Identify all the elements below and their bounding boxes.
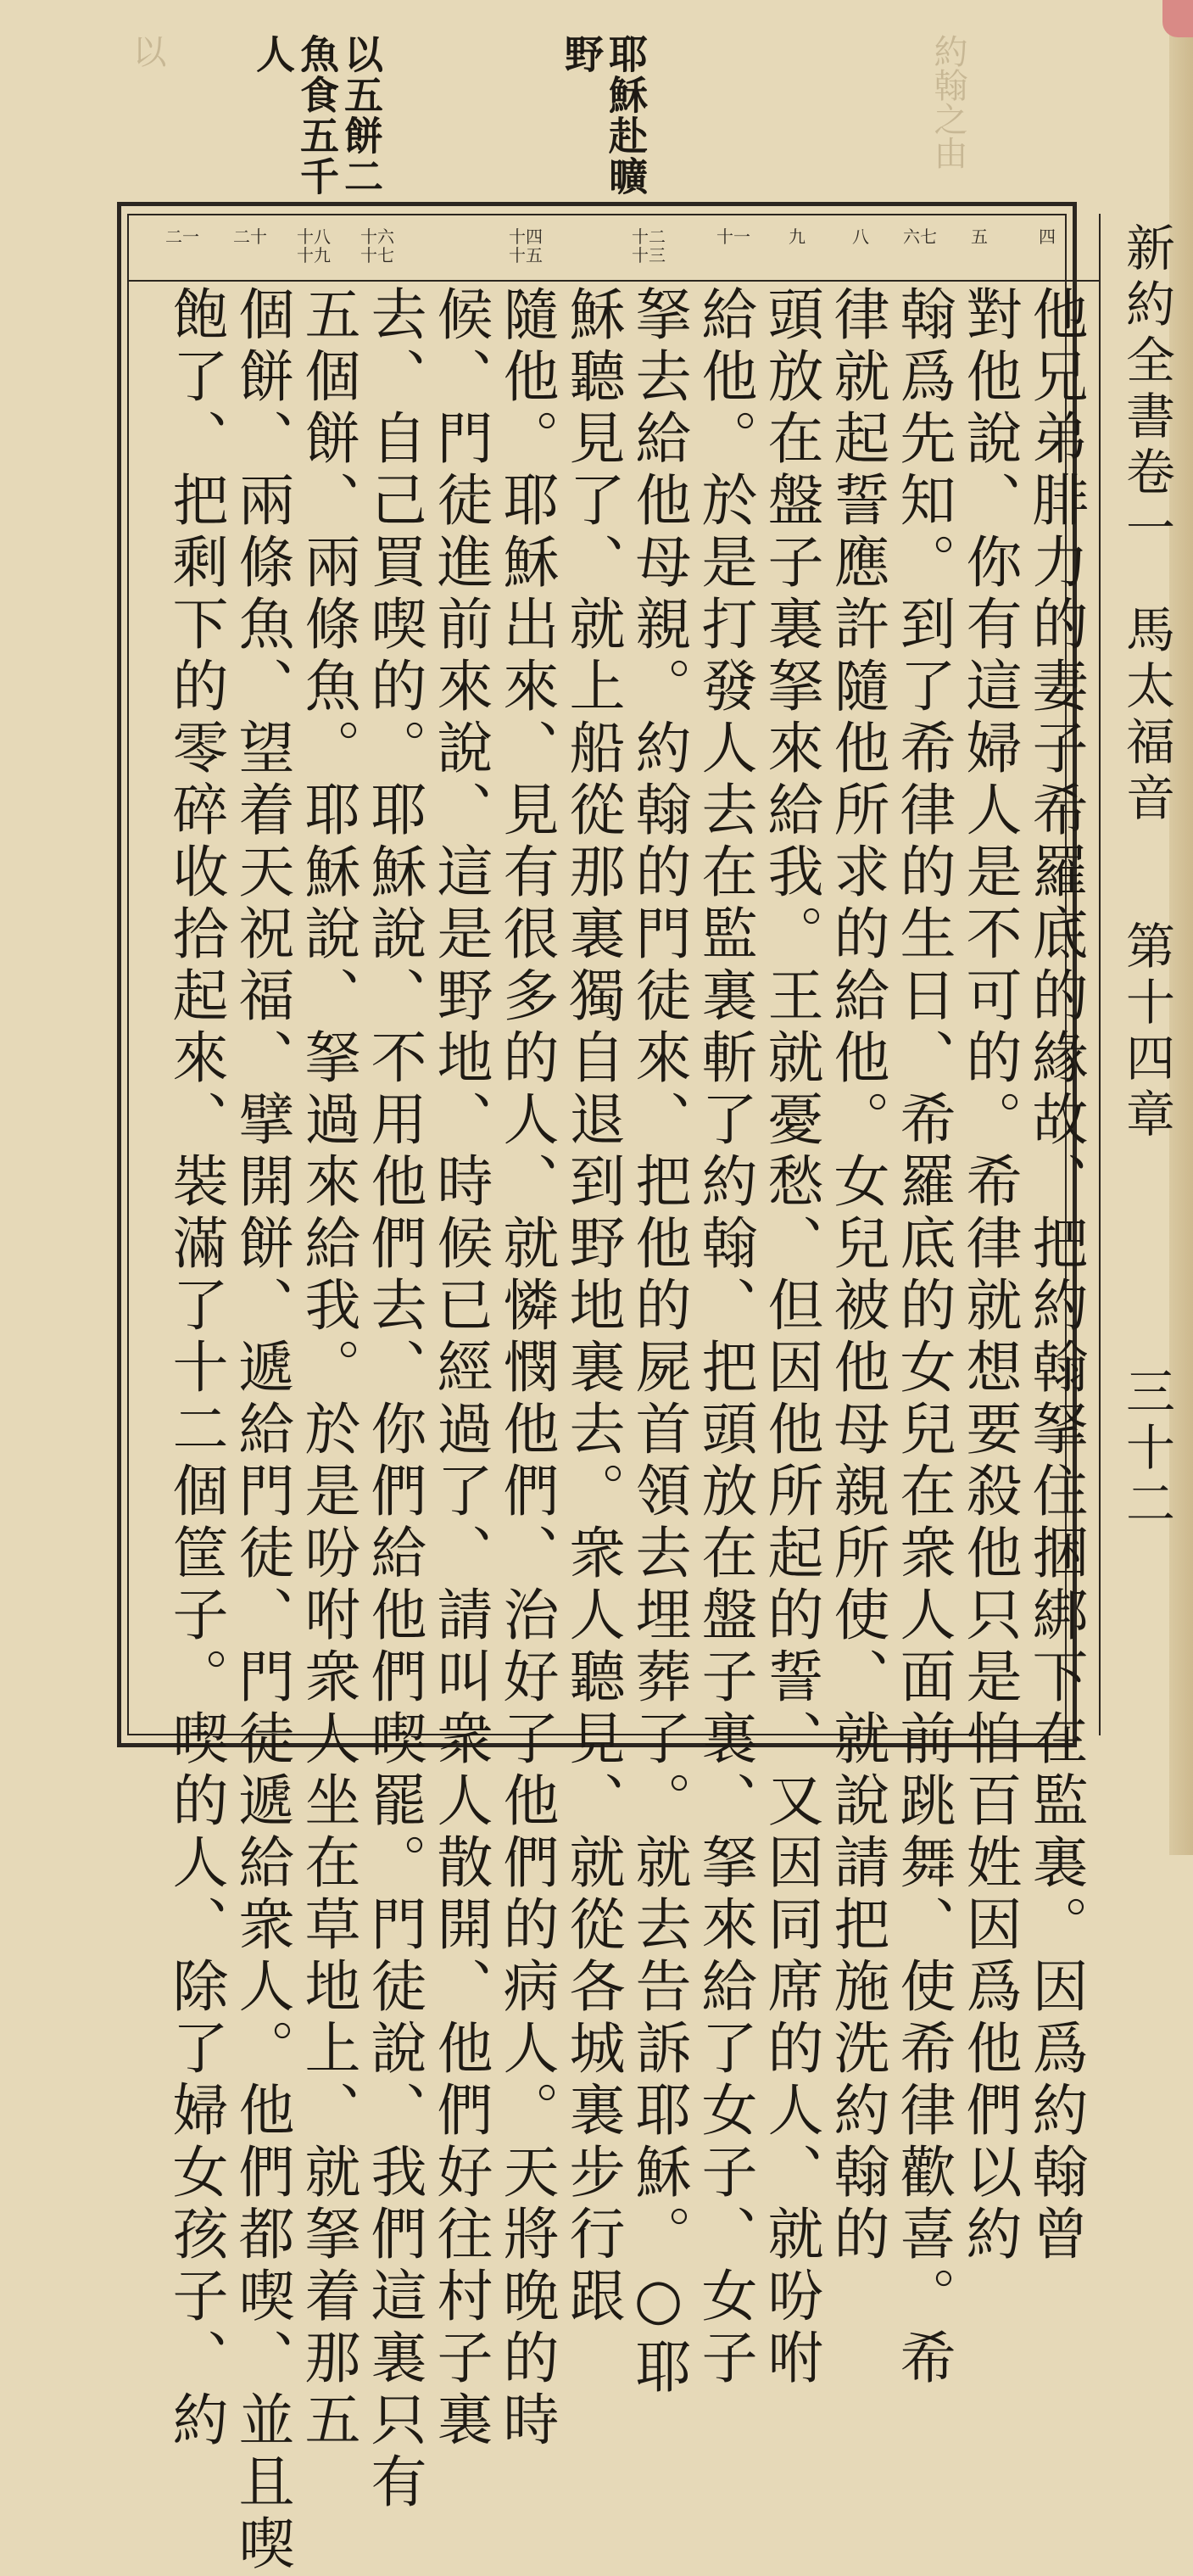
verse-number: 十二十三	[632, 226, 666, 265]
text-column-4: 律就起誓應許隨他所求的給他。女兒被他母親所使、就說請把施洗約翰的	[824, 285, 889, 2266]
corner-stain	[1162, 0, 1193, 37]
verse-number-band-line	[129, 280, 1099, 282]
verse-number: 十一	[716, 226, 750, 247]
bleed-through-text: 約翰之由	[928, 34, 967, 170]
verse-number: 二十	[233, 226, 267, 247]
text-column-10: 候、門徒進前來說、這是野地、時候已經過了、請叫衆人散開、他們好往村子裏	[427, 285, 493, 2452]
text-column-9: 隨他。耶穌出來、見有很多的人、就憐憫他們、治好了他們的病人。天將晚的時	[493, 285, 559, 2452]
page-number: 三十二	[1118, 1366, 1175, 1534]
text-column-3: 翰爲先知。到了希律的生日、希羅底的女兒在衆人面前跳舞、使希律歡喜。希	[890, 285, 956, 2390]
bleed-through-text-left: 以	[127, 34, 166, 68]
chapter-title: 第十四章	[1118, 920, 1175, 1144]
text-column-14: 飽了、把剩下的零碎收拾起來、裝滿了十二個筐子。喫的人、除了婦女孩子、約	[163, 285, 228, 2452]
verse-number: 四	[1039, 226, 1056, 247]
text-column-2: 對他說、你有這婦人是不可的。希律就想要殺他只是怕百姓因爲他們以約	[956, 285, 1022, 2266]
text-column-1: 他兄弟腓力的妻子希羅底的緣故、把約翰拏住捆綁下在監裏。因爲約翰曾	[1023, 285, 1088, 2266]
text-column-7: 拏去給他母親。約翰的門徒來、把他的屍首領去埋葬了。就去告訴耶穌。○耶	[626, 285, 691, 2400]
margin-note-jesus-to-desert: 耶穌赴曠 野	[559, 34, 649, 197]
verse-number: 九	[789, 226, 806, 247]
verse-number: 十六十七	[360, 226, 394, 265]
verse-number: 十八十九	[297, 226, 331, 265]
text-column-13: 個餅、兩條魚、望着天祝福、擘開餅、遞給門徒、門徒遞給衆人。他們都喫、並且喫	[229, 285, 294, 2576]
text-column-12: 五個餅、兩條魚。耶穌說、拏過來給我。於是吩咐衆人坐在草地上、就拏着那五	[295, 285, 360, 2452]
text-column-11: 去、自己買喫的。耶穌說、不用他們去、你們給他們喫罷。門徒說、我們這裏只有	[361, 285, 426, 2514]
verse-number: 二一	[165, 226, 199, 247]
book-title: 新約全書卷一	[1118, 222, 1175, 558]
text-column-6: 給他。於是打發人去在監裏斬了約翰、把頭放在盤子裏、拏來給了女子、女子	[692, 285, 757, 2390]
margin-note-feeding-five-thousand: 以五餅二 魚食五千 人	[250, 34, 384, 197]
verse-number: 八	[852, 226, 869, 247]
text-column-8: 穌聽見了、就上船從那裏獨自退到野地裏去。衆人聽見、就從各城裏步行跟	[560, 285, 625, 2328]
text-column-5: 頭放在盤子裏拏來給我。王就憂愁、但因他所起的誓、又因同席的人、就吩咐	[758, 285, 823, 2390]
gospel-title: 馬太福音	[1118, 604, 1175, 828]
verse-number: 六七	[903, 226, 937, 247]
header-divider	[1099, 214, 1101, 1735]
verse-number: 十四十五	[509, 226, 543, 265]
verse-number: 五	[971, 226, 988, 247]
